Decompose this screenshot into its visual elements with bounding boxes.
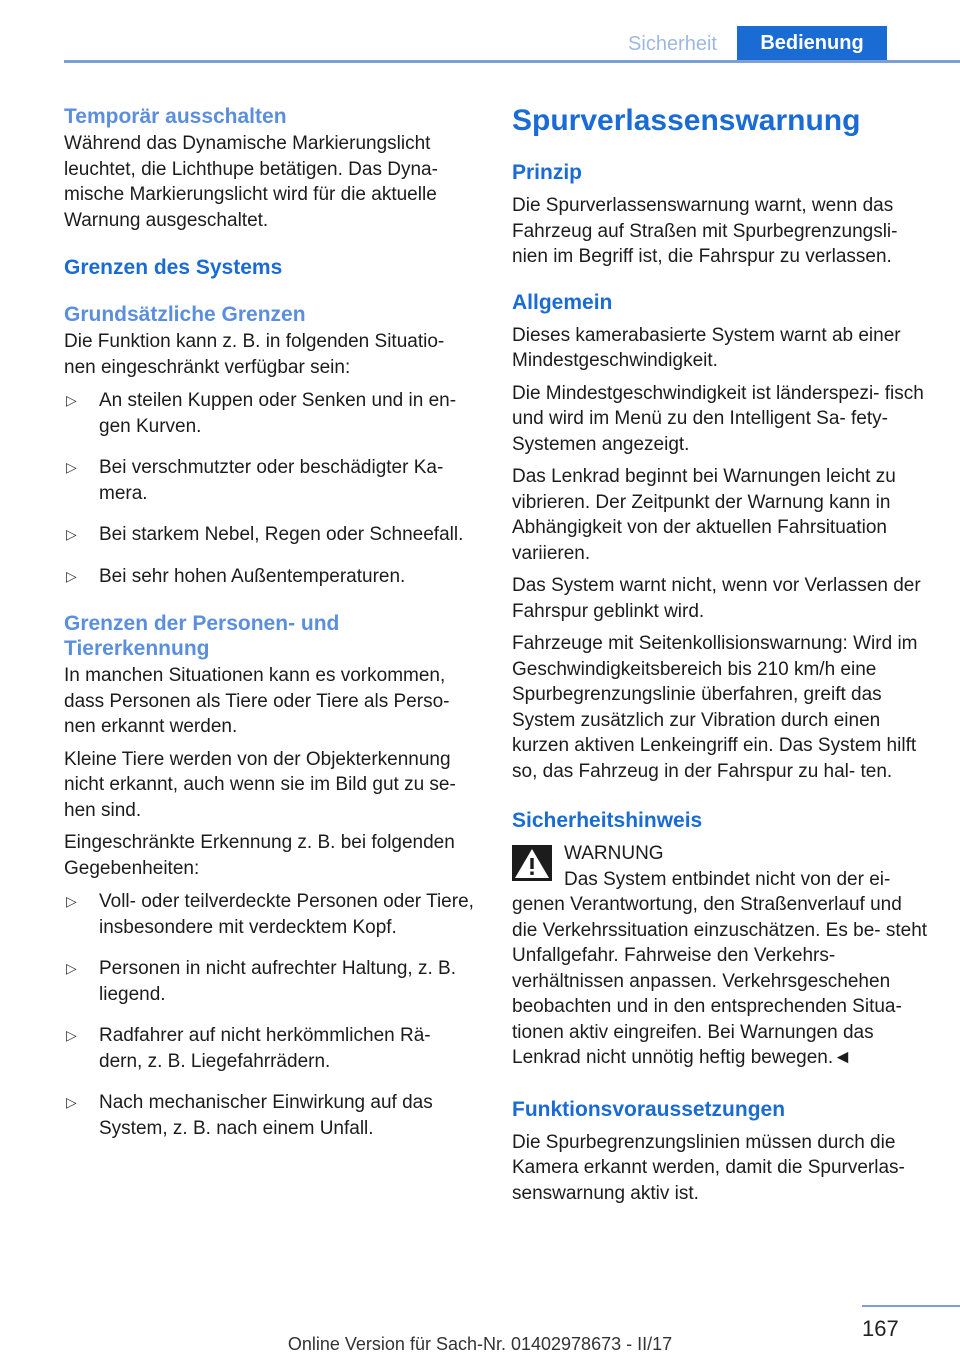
footer-rule (862, 1305, 960, 1307)
triangle-bullet-icon: ▷ (66, 1094, 77, 1110)
warning-text-rest: genen Verantwortung, den Straßenverlauf und die Verkehrssituation einzuschätzen. Es be‐ steht Unfallgefahr. Fahrweise den Verkehrs‐ verhältnissen anpassen. Verkehrsgeschehen beobachten und in den entsprechenden Situa‐ tionen aktiv eingreifen. Bei Warnungen das Lenkrad nicht unnötig heftig bewegen.◄ (512, 894, 928, 1068)
header-rule (64, 60, 960, 63)
tab-bedienung[interactable]: Bedienung (737, 26, 887, 60)
triangle-bullet-icon: ▷ (66, 459, 77, 475)
triangle-bullet-icon: ▷ (66, 893, 77, 909)
heading-personen-tiererkennung: Grenzen der Personen- und Tiererkennung (64, 612, 340, 660)
triangle-bullet-icon: ▷ (66, 567, 77, 584)
list-item (64, 1023, 478, 1074)
list-item-text: An steilen Kuppen oder Senken und in en‐ gen Kurven. (99, 390, 457, 437)
paragraph-allgemein-3: Das Lenkrad beginnt bei Warnungen leicht zu vibrieren. Der Zeitpunkt der Warnung kann in Abhängigkeit von der aktuellen Fahrsituation variieren. (512, 466, 896, 564)
list-item-text: Bei verschmutzter oder beschädigter Ka‐ mera. (99, 457, 444, 504)
heading-funktionsvoraussetzungen: Funktionsvoraussetzungen (512, 1097, 786, 1121)
paragraph-personen-1: In manchen Situationen kann es vorkommen, dass Personen als Tiere oder Tiere als Perso‐ nen erkannt werden. (64, 665, 450, 737)
paragraph-allgemein-4: Das System warnt nicht, wenn vor Verlassen der Fahrspur geblinkt wird. (512, 575, 921, 622)
heading-grundsaetzliche-grenzen: Grundsätzliche Grenzen (64, 303, 306, 326)
triangle-bullet-icon: ▷ (66, 392, 77, 408)
list-item-text: Voll- oder teilverdeckte Personen oder Tiere, insbesondere mit verdecktem Kopf. (99, 891, 474, 938)
list-item-text: Nach mechanischer Einwirkung auf das System, z. B. nach einem Unfall. (99, 1092, 433, 1139)
list-item-text: Personen in nicht aufrechter Haltung, z. B. liegend. (99, 958, 456, 1005)
list-item (64, 1090, 478, 1141)
warning-title: WARNUNG (564, 843, 664, 864)
list-item (64, 455, 478, 506)
paragraph-personen-2: Kleine Tiere werden von der Objekterkennung nicht erkannt, auch wenn sie im Bild gut zu se‐ hen sind. (64, 748, 456, 821)
heading-prinzip: Prinzip (512, 161, 583, 184)
tab-sicherheit[interactable]: Sicherheit (628, 33, 717, 55)
triangle-bullet-icon: ▷ (66, 1027, 77, 1043)
left-column (64, 104, 478, 1157)
list-item (64, 564, 478, 590)
list-item (64, 522, 478, 548)
list-item (64, 388, 478, 439)
list-item (64, 889, 478, 940)
footer-online-version: Online Version für Sach-Nr. 01402978673 - II/17 (287, 1334, 673, 1354)
paragraph-temporaer: Während das Dynamische Markierungslicht leuchtet, die Lichthupe betätigen. Das Dyna‐ mische Markierungslicht wird für die aktuelle Warnung ausgeschaltet. (64, 133, 438, 231)
list-item-text: Bei starkem Nebel, Regen oder Schneefall. (99, 524, 464, 545)
right-column (512, 104, 928, 1213)
heading-spurverlassenswarnung: Spurverlassenswarnung (512, 104, 861, 137)
paragraph-grundsaetzliche-grenzen: Die Funktion kann z. B. in folgenden Situatio‐ nen eingeschränkt verfügbar sein: (64, 331, 445, 378)
paragraph-allgemein-2: Die Mindestgeschwindigkeit ist länderspezi‐ fisch und wird im Menü zu den Intelligent Sa‐ fety-Systemen angezeigt. (512, 382, 924, 455)
paragraph-allgemein-5: Fahrzeuge mit Seitenkollisionswarnung: Wird im Geschwindigkeitsbereich bis 210 km/h eine Spurbegrenzungslinie überfahren, greift das System zusätzlich zur Vibration durch einen kurzen aktiven Lenkeingriff ein. Das System hilft so, das Fahrzeug in der Fahrspur zu hal‐ ten. (512, 633, 918, 782)
list-item-text: Radfahrer auf nicht herkömmlichen Rä‐ dern, z. B. Liegefahrrädern. (99, 1025, 431, 1072)
heading-grenzen-des-systems: Grenzen des Systems (64, 256, 283, 279)
triangle-bullet-icon: ▷ (66, 960, 77, 976)
paragraph-allgemein-1: Dieses kamerabasierte System warnt ab einer Mindestgeschwindigkeit. (512, 324, 901, 371)
warning-box (512, 841, 928, 1071)
list-grenzen (64, 388, 478, 589)
paragraph-funktionsvoraussetzungen: Die Spurbegrenzungslinien müssen durch die Kamera erkannt werden, damit die Spurverlas‐ senswarnung aktiv ist. (512, 1131, 905, 1204)
warning-triangle-icon (512, 845, 552, 881)
list-item (64, 956, 478, 1007)
warning-text-first: Das System entbindet nicht von der ei‐ (564, 868, 891, 890)
heading-temporaer: Temporär ausschalten (64, 105, 287, 128)
paragraph-personen-3: Eingeschränkte Erkennung z. B. bei folgenden Gegebenheiten: (64, 832, 455, 879)
list-item-text: Bei sehr hohen Außentemperaturen. (99, 565, 406, 587)
heading-sicherheitshinweis: Sicherheitshinweis (512, 809, 703, 832)
triangle-bullet-icon: ▷ (66, 526, 77, 542)
list-erkennung (64, 889, 478, 1141)
page-number: 167 (862, 1316, 899, 1341)
paragraph-prinzip: Die Spurverlassenswarnung warnt, wenn das Fahrzeug auf Straßen mit Spurbegrenzungsli‐ nien im Begriff ist, die Fahrspur zu verlassen. (512, 195, 898, 267)
heading-allgemein: Allgemein (512, 290, 613, 314)
